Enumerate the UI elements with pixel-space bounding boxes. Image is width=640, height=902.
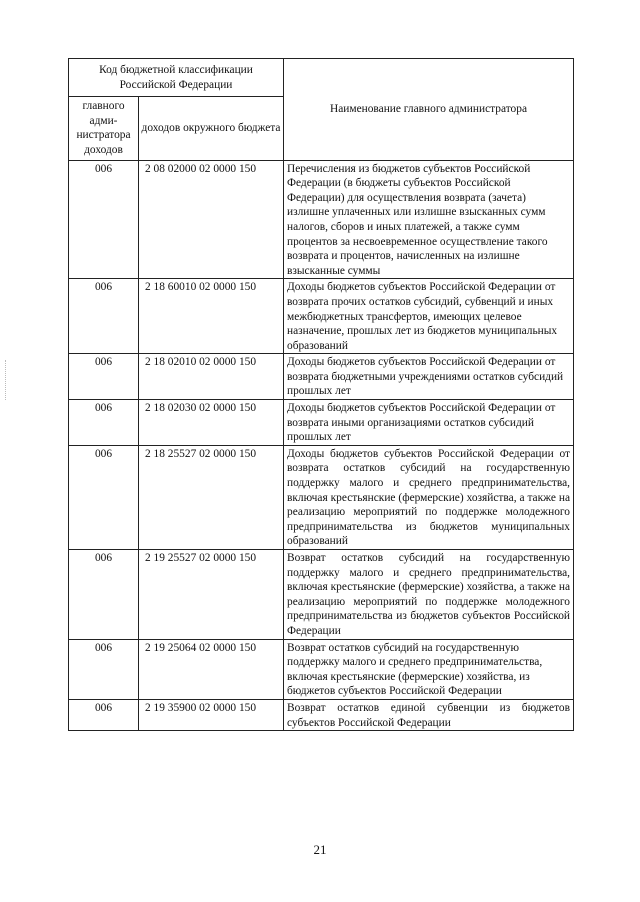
table-row [69,400,574,446]
administrator-name-cell: Доходы бюджетов субъектов Российской Федерации от возврата прочих остатков субсидий, субвенций и иных межбюджетных трансфертов, имеющих целевое назначение, прошлых лет из бюджетов муниципальных образований [284,279,574,354]
header-administrator-name: Наименование главного администратора [284,59,574,161]
margin-scan-artifact [5,360,11,400]
table-row [69,160,574,279]
table-row [69,279,574,354]
admin-code-cell: 006 [69,279,139,354]
admin-code-cell: 006 [69,699,139,730]
table-row [69,354,574,400]
admin-code-cell: 006 [69,550,139,640]
table-row [69,550,574,640]
income-code-cell: 2 18 02030 02 0000 150 [139,400,284,446]
table-row [69,699,574,730]
income-code-cell: 2 18 02010 02 0000 150 [139,354,284,400]
page-number: 21 [313,842,327,857]
header-main-administrator: главного адми-нистратора доходов [69,97,139,160]
income-code-cell: 2 19 25064 02 0000 150 [139,639,284,699]
budget-classification-table [68,58,574,731]
administrator-name-cell: Доходы бюджетов субъектов Российской Федерации от возврата остатков субсидий на государственную поддержку малого и среднего предпринимательства, включая крестьянские (фермерские) хозяйства, а также на реализацию мероприятий по поддержке молодежного предпринимательства из бюджетов муниципальных образований [284,445,574,549]
administrator-name-cell: Возврат остатков единой субвенции из бюджетов субъектов Российской Федерации [284,699,574,730]
table-row [69,445,574,549]
table-body [69,160,574,731]
administrator-name-cell: Возврат остатков субсидий на государственную поддержку малого и среднего предпринимательства, включая крестьянские (фермерские) хозяйства, а также на реализацию мероприятий по поддержке молодежного предпринимательства из бюджетов субъектов Российской Федерации [284,550,574,640]
admin-code-cell: 006 [69,639,139,699]
income-code-cell: 2 19 25527 02 0000 150 [139,550,284,640]
admin-code-cell: 006 [69,354,139,400]
administrator-name-cell: Доходы бюджетов субъектов Российской Федерации от возврата бюджетными учреждениями остатков субсидий прошлых лет [284,354,574,400]
table-row [69,639,574,699]
income-code-cell: 2 18 25527 02 0000 150 [139,445,284,549]
table-header [69,59,574,161]
admin-code-cell: 006 [69,160,139,279]
administrator-name-cell: Возврат остатков субсидий на государственную поддержку малого и среднего предпринимательства, включая крестьянские (фермерские) хозяйства, из бюджетов субъектов Российской Федерации [284,639,574,699]
admin-code-cell: 006 [69,445,139,549]
income-code-cell: 2 18 60010 02 0000 150 [139,279,284,354]
income-code-cell: 2 08 02000 02 0000 150 [139,160,284,279]
header-classification-code: Код бюджетной классификации Российской Федерации [69,59,284,97]
header-district-budget-income: доходов окружного бюджета [139,97,284,160]
administrator-name-cell: Доходы бюджетов субъектов Российской Федерации от возврата иными организациями остатков субсидий прошлых лет [284,400,574,446]
administrator-name-cell: Перечисления из бюджетов субъектов Российской Федерации (в бюджеты субъектов Российской Федерации) для осуществления возврата (зачета) излишне уплаченных или излишне взысканных сумм налогов, сборов и иных платежей, а также сумм процентов за несвоевременное осуществление такого возврата и процентов, начисленных на излишне взысканные суммы [284,160,574,279]
income-code-cell: 2 19 35900 02 0000 150 [139,699,284,730]
header-row-top [69,59,574,97]
admin-code-cell: 006 [69,400,139,446]
